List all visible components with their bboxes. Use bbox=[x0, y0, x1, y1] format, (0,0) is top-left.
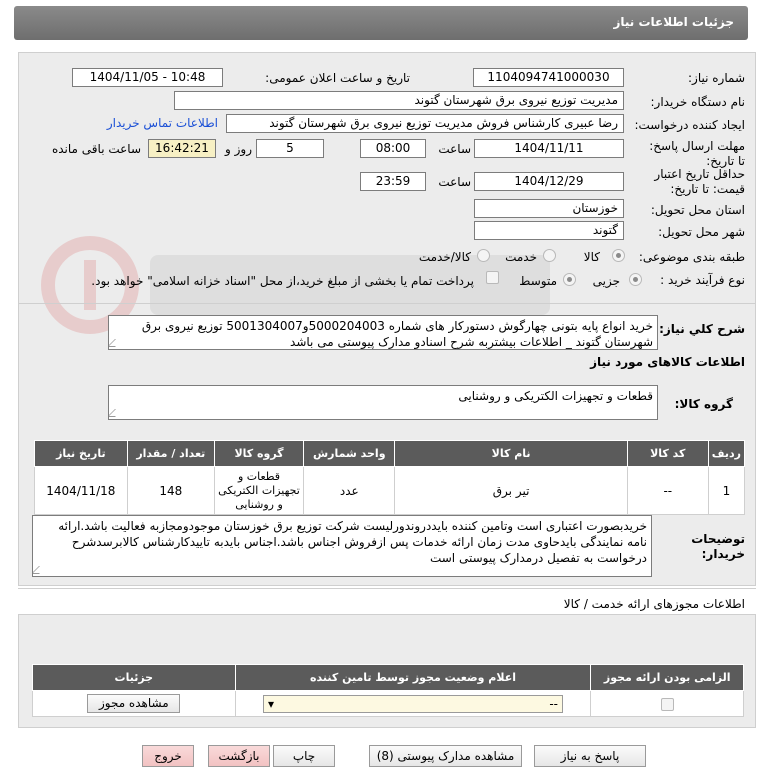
creator-field: رضا عبیری کارشناس فروش مدیریت توزیع نیروی برق شهرستان گتوند bbox=[226, 114, 624, 133]
category-radio-goods[interactable] bbox=[612, 249, 625, 262]
process-option-medium: متوسط bbox=[519, 274, 557, 288]
summary-text: خرید انواع پایه بتونی چهارگوش دستورکار های شماره 5000204003و5001304007 توزیع نیروی برق شهرستان گتوند _ اطلاعات بیشتربه شرح اسنادو مدارک پیوستی می باشد bbox=[141, 319, 653, 349]
validity-time-label: ساعت bbox=[438, 175, 471, 189]
window-titlebar bbox=[0, 0, 761, 46]
window-title: جزئیات اطلاعات نیاز bbox=[613, 15, 734, 29]
buyer-notes-label: توضیحات خریدار: bbox=[691, 532, 745, 561]
permit-status-value: -- bbox=[549, 696, 559, 711]
deadline-date-field: 1404/11/11 bbox=[474, 139, 624, 158]
payment-note: پرداخت تمام یا بخشی از مبلغ خرید،از محل "اسناد خزانه اسلامی" خواهد بود. bbox=[91, 274, 474, 288]
title-bar-background bbox=[14, 6, 748, 40]
resize-grip-icon[interactable] bbox=[32, 566, 47, 574]
col-header-details: جزئیات bbox=[33, 665, 236, 691]
reply-button[interactable]: پاسخ به نیاز bbox=[534, 745, 646, 767]
required-checkbox bbox=[661, 698, 674, 711]
permits-table-header bbox=[33, 665, 744, 691]
permit-status-select[interactable] bbox=[263, 695, 563, 713]
days-label: روز و bbox=[225, 142, 252, 156]
col-header-unit: واحد شمارش bbox=[304, 441, 395, 467]
goods-group-label: گروه کالا: bbox=[674, 397, 733, 411]
cell-details bbox=[33, 691, 236, 717]
divider bbox=[18, 303, 756, 304]
buyer-notes-textarea[interactable] bbox=[32, 515, 652, 577]
items-table bbox=[34, 440, 745, 515]
col-header-code: کد کالا bbox=[627, 441, 708, 467]
col-header-qty: تعداد / مقدار bbox=[127, 441, 214, 467]
col-header-required: الزامی بودن ارائه مجوز bbox=[591, 665, 744, 691]
view-permit-button[interactable]: مشاهده مجوز bbox=[87, 694, 180, 713]
cell-date: 1404/11/18 bbox=[35, 467, 128, 515]
province-label: استان محل تحویل: bbox=[650, 203, 745, 217]
category-option-goods: کالا bbox=[583, 250, 600, 264]
validity-time-field: 23:59 bbox=[360, 172, 426, 191]
category-option-service: خدمت bbox=[505, 250, 537, 264]
province-field: خوزستان bbox=[474, 199, 624, 218]
process-label: نوع فرآیند خرید : bbox=[660, 273, 745, 287]
remaining-time-field: 16:42:21 bbox=[148, 139, 216, 158]
print-button[interactable]: چاپ bbox=[273, 745, 335, 767]
col-header-name: نام کالا bbox=[395, 441, 627, 467]
buyer-org-label: نام دستگاه خریدار: bbox=[650, 95, 745, 109]
exit-button[interactable]: خروج bbox=[142, 745, 194, 767]
buyer-org-field: مدیریت توزیع نیروی برق شهرستان گتوند bbox=[174, 91, 624, 110]
back-button[interactable]: بازگشت bbox=[208, 745, 270, 767]
validity-label: حداقل تاریخ اعتبار قیمت: تا تاریخ: bbox=[654, 167, 745, 196]
cell-name: تیر برق bbox=[395, 467, 627, 515]
city-field: گتوند bbox=[474, 221, 624, 240]
city-label: شهر محل تحویل: bbox=[658, 225, 745, 239]
permits-title: اطلاعات مجوزهای ارائه خدمت / کالا bbox=[563, 597, 745, 611]
announce-field: 1404/11/05 - 10:48 bbox=[72, 68, 223, 87]
need-number-field: 1104094741000030 bbox=[473, 68, 624, 87]
divider bbox=[18, 588, 756, 589]
remaining-label: ساعت باقی مانده bbox=[51, 142, 141, 156]
summary-textarea[interactable] bbox=[108, 315, 658, 350]
goods-group-textarea[interactable] bbox=[108, 385, 658, 420]
process-radio-medium[interactable] bbox=[563, 273, 576, 286]
validity-date-field: 1404/12/29 bbox=[474, 172, 624, 191]
category-radio-service[interactable] bbox=[543, 249, 556, 262]
deadline-time-field: 08:00 bbox=[360, 139, 426, 158]
cell-qty: 148 bbox=[127, 467, 214, 515]
need-number-label: شماره نیاز: bbox=[688, 71, 745, 85]
cell-group: قطعات و تجهیزات الکتریکی و روشنایی bbox=[214, 467, 303, 515]
summary-label: شرح کلي نياز: bbox=[659, 322, 745, 336]
category-option-goods-service: کالا/خدمت bbox=[418, 250, 471, 264]
creator-label: ایجاد کننده درخواست: bbox=[634, 118, 745, 132]
deadline-label: مهلت ارسال پاسخ: تا تاریخ: bbox=[649, 139, 745, 168]
cell-required bbox=[591, 691, 744, 717]
deadline-time-label: ساعت bbox=[438, 142, 471, 156]
cell-row: 1 bbox=[708, 467, 744, 515]
process-radio-minor[interactable] bbox=[629, 273, 642, 286]
attachments-button[interactable]: مشاهده مدارک پیوستی (8) bbox=[369, 745, 522, 767]
resize-grip-icon[interactable] bbox=[108, 409, 123, 417]
goods-group-text: قطعات و تجهیزات الکتریکی و روشنایی bbox=[458, 389, 653, 403]
announce-label: تاریخ و ساعت اعلان عمومی: bbox=[265, 71, 410, 85]
items-table-header bbox=[35, 441, 745, 467]
chevron-down-icon: ▾ bbox=[268, 696, 275, 711]
days-field: 5 bbox=[256, 139, 324, 158]
payment-checkbox[interactable] bbox=[486, 271, 499, 284]
buyer-notes-text: خریدبصورت اعتباری است وتامین کننده بایددروندورلیست شرکت توزیع برق خوزستان موجودومجازبه فعالیت باشد.ارائه نامه نمایندگی بایدحاوی مدت زمان ارائه خدمات پس ازفروش اجناس باشد.اجناس بایدبه تاییدکارشناس کالابرسدشرح درخواست به تفصیل درمدارک پیوستی است bbox=[58, 519, 647, 565]
col-header-date: تاریخ نیاز bbox=[35, 441, 128, 467]
table-row bbox=[33, 691, 744, 717]
col-header-status: اعلام وضعیت مجوز توسط تامین کننده bbox=[235, 665, 591, 691]
buyer-contact-link[interactable]: اطلاعات تماس خریدار bbox=[106, 116, 218, 130]
category-label: طبقه بندی موضوعی: bbox=[638, 250, 745, 264]
permits-table bbox=[32, 664, 744, 717]
process-option-minor: جزیی bbox=[592, 274, 620, 288]
resize-grip-icon[interactable] bbox=[108, 339, 123, 347]
table-row[interactable] bbox=[35, 467, 745, 515]
cell-status bbox=[235, 691, 591, 717]
col-header-group: گروه کالا bbox=[214, 441, 303, 467]
category-radio-goods-service[interactable] bbox=[477, 249, 490, 262]
col-header-row: ردیف bbox=[708, 441, 744, 467]
cell-unit: عدد bbox=[304, 467, 395, 515]
cell-code: -- bbox=[627, 467, 708, 515]
goods-info-title: اطلاعات کالاهای مورد نیاز bbox=[590, 355, 745, 369]
